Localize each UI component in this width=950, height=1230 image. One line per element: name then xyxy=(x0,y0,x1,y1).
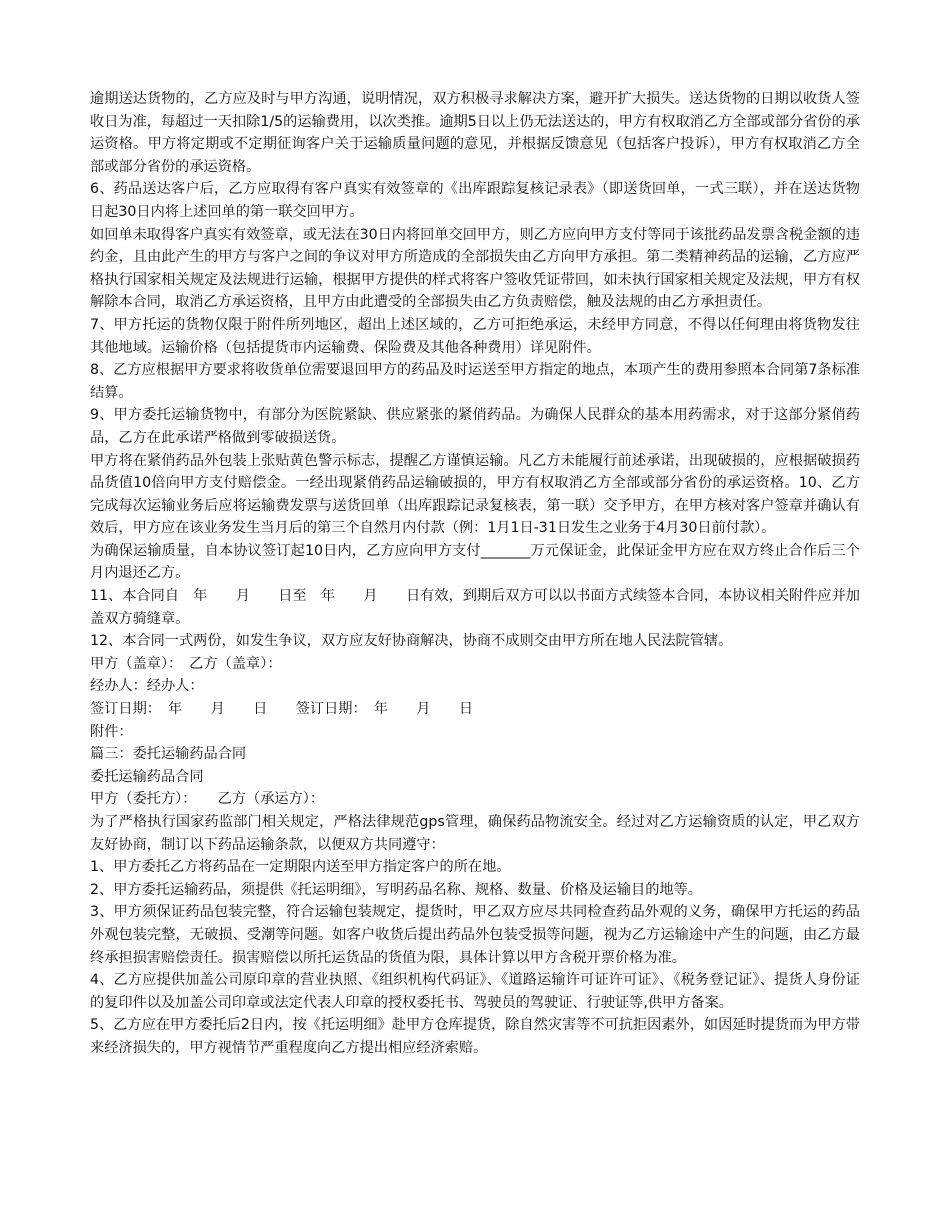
paragraph-delivery-delay: 逾期送达货物的，乙方应及时与甲方沟通，说明情况，双方积极寻求解决方案，避开扩大损失。送达货物的日期以收货人签收日为准，每超过一天扣除1/5的运输费用，以次类推。逾期5日以上仍无法送达的，甲方有权取消乙方全部或部分省份的承运资格。甲方将定期或不定期征询客户关于运输质量问题的意见，并根据反馈意见（包括客户投诉），甲方有权取消乙方全部或部分省份的承运资格。 xyxy=(90,91,860,175)
paragraph-clause-7: 7、甲方托运的货物仅限于附件所列地区，超出上述区域的，乙方可拒绝承运，未经甲方同意，不得以任何理由将货物发往其他地域。运输价格（包括提货市内运输费、保险费及其他各种费用）详见附件。 xyxy=(90,316,860,356)
paragraph-item-1: 1、甲方委托乙方将药品在一定期限内送至甲方指定客户的所在地。 xyxy=(90,859,511,876)
signature-parties: 甲方（盖章）： 乙方（盖章）： xyxy=(90,655,282,672)
paragraph-clause-8: 8、乙方应根据甲方要求将收货单位需要退回甲方的药品及时运送至甲方指定的地点，本项产生的费用参照本合同第7条标准结算。 xyxy=(90,362,860,401)
document-body xyxy=(90,88,860,1060)
paragraph-clause-11: 11、本合同自 年 月 日至 年 月 日有效，到期后双方可以以书面方式续签本合同，本协议相关附件应并加盖双方骑缝章。 xyxy=(90,588,860,627)
paragraph-receipt-penalty: 如回单未取得客户真实有效签章，或无法在30日内将回单交回甲方，则乙方应向甲方支付等同于该批药品发票含税金额的违约金，且由此产生的甲方与客户之间的争议对甲方所造成的全部损失由乙方向甲方承担。第二类精神药品的运输，乙方应严格执行国家相关规定及法规进行运输，根据甲方提供的样式将客户签收凭证带回，如未执行国家相关规定及法规，甲方有权解除本合同，取消乙方承运资格，且甲方由此遭受的全部损失由乙方负责赔偿，触及法规的由乙方承担责任。 xyxy=(90,226,860,311)
contract-parties: 甲方（委托方）： 乙方（承运方）： xyxy=(90,791,325,808)
signature-handlers: 经办人：经办人： xyxy=(90,678,204,695)
contract-title: 委托运输药品合同 xyxy=(90,768,204,785)
paragraph-clause-9: 9、甲方委托运输货物中，有部分为医院紧缺、供应紧张的紧俏药品。为确保人民群众的基本用药需求，对于这部分紧俏药品，乙方在此承诺严格做到零破损送货。 xyxy=(90,407,860,446)
signature-dates: 签订日期： 年 月 日 签订日期： 年 月 日 xyxy=(90,701,474,718)
paragraph-item-2: 2、甲方委托运输药品，须提供《托运明细》，写明药品名称、规格、数量、价格及运输目的地等。 xyxy=(90,881,702,898)
paragraph-item-3: 3、甲方须保证药品包装完整，符合运输包装规定，提货时，甲乙双方应尽共同检查药品外观的义务，确保甲方托运的药品外观包装完整，无破损、受潮等问题。如客户收货后提出药品外包装受损等问题，视为乙方运输途中产生的问题，由乙方最终承担损害赔偿责任。损害赔偿以所托运货品的货值为限，具体计算以甲方含税开票价格为准。 xyxy=(90,904,860,966)
attachment-label: 附件： xyxy=(90,723,133,740)
paragraph-item-5: 5、乙方应在甲方委托后2日内，按《托运明细》赴甲方仓库提货，除自然灾害等不可抗拒因素外，如因延时提货而为甲方带来经济损失的，甲方视情节严重程度向乙方提出相应经济索赔。 xyxy=(90,1017,860,1056)
paragraph-deposit: 为确保运输质量，自本协议签订起10日内，乙方应向甲方支付_______万元保证金，此保证金甲方应在双方终止合作后三个月内退还乙方。 xyxy=(90,542,860,582)
paragraph-item-4: 4、乙方应提供加盖公司原印章的营业执照、《组织机构代码证》、《道路运输许可证许可证》、《税务登记证》、提货人身份证的复印件以及加盖公司印章或法定代表人印章的授权委托书、驾驶员的驾驶证、行驶证等,供甲方备案。 xyxy=(90,972,860,1011)
paragraph-clause-9-10: 甲方将在紧俏药品外包装上张贴黄色警示标志，提醒乙方谨慎运输。凡乙方未能履行前述承诺，出现破损的，应根据破损药品货值10倍向甲方支付赔偿金。一经出现紧俏药品运输破损的，甲方有权取消乙方全部或部分省份的承运资格。10、乙方完成每次运输业务后应将运输费发票与送货回单（出库跟踪记录复核表，第一联）交予甲方，在甲方核对客户签章并确认有效后，甲方应在该业务发生当月后的第三个自然月内付款（例：1月1日-31日发生之业务于4月30日前付款）。 xyxy=(90,452,860,537)
paragraph-preamble: 为了严格执行国家药监部门相关规定，严格法律规范gps管理，确保药品物流安全。经过对乙方运输资质的认定，甲乙双方友好协商，制订以下药品运输条款，以便双方共同遵守： xyxy=(90,814,860,853)
paragraph-clause-12: 12、本合同一式两份，如发生争议，双方应友好协商解决，协商不成则交由甲方所在地人民法院管辖。 xyxy=(90,633,733,650)
paragraph-clause-6: 6、药品送达客户后，乙方应取得有客户真实有效签章的《出库跟踪复核记录表》（即送货回单，一式三联），并在送达货物日起30日内将上述回单的第一联交回甲方。 xyxy=(90,181,860,220)
section-heading: 篇三：委托运输药品合同 xyxy=(90,746,247,763)
